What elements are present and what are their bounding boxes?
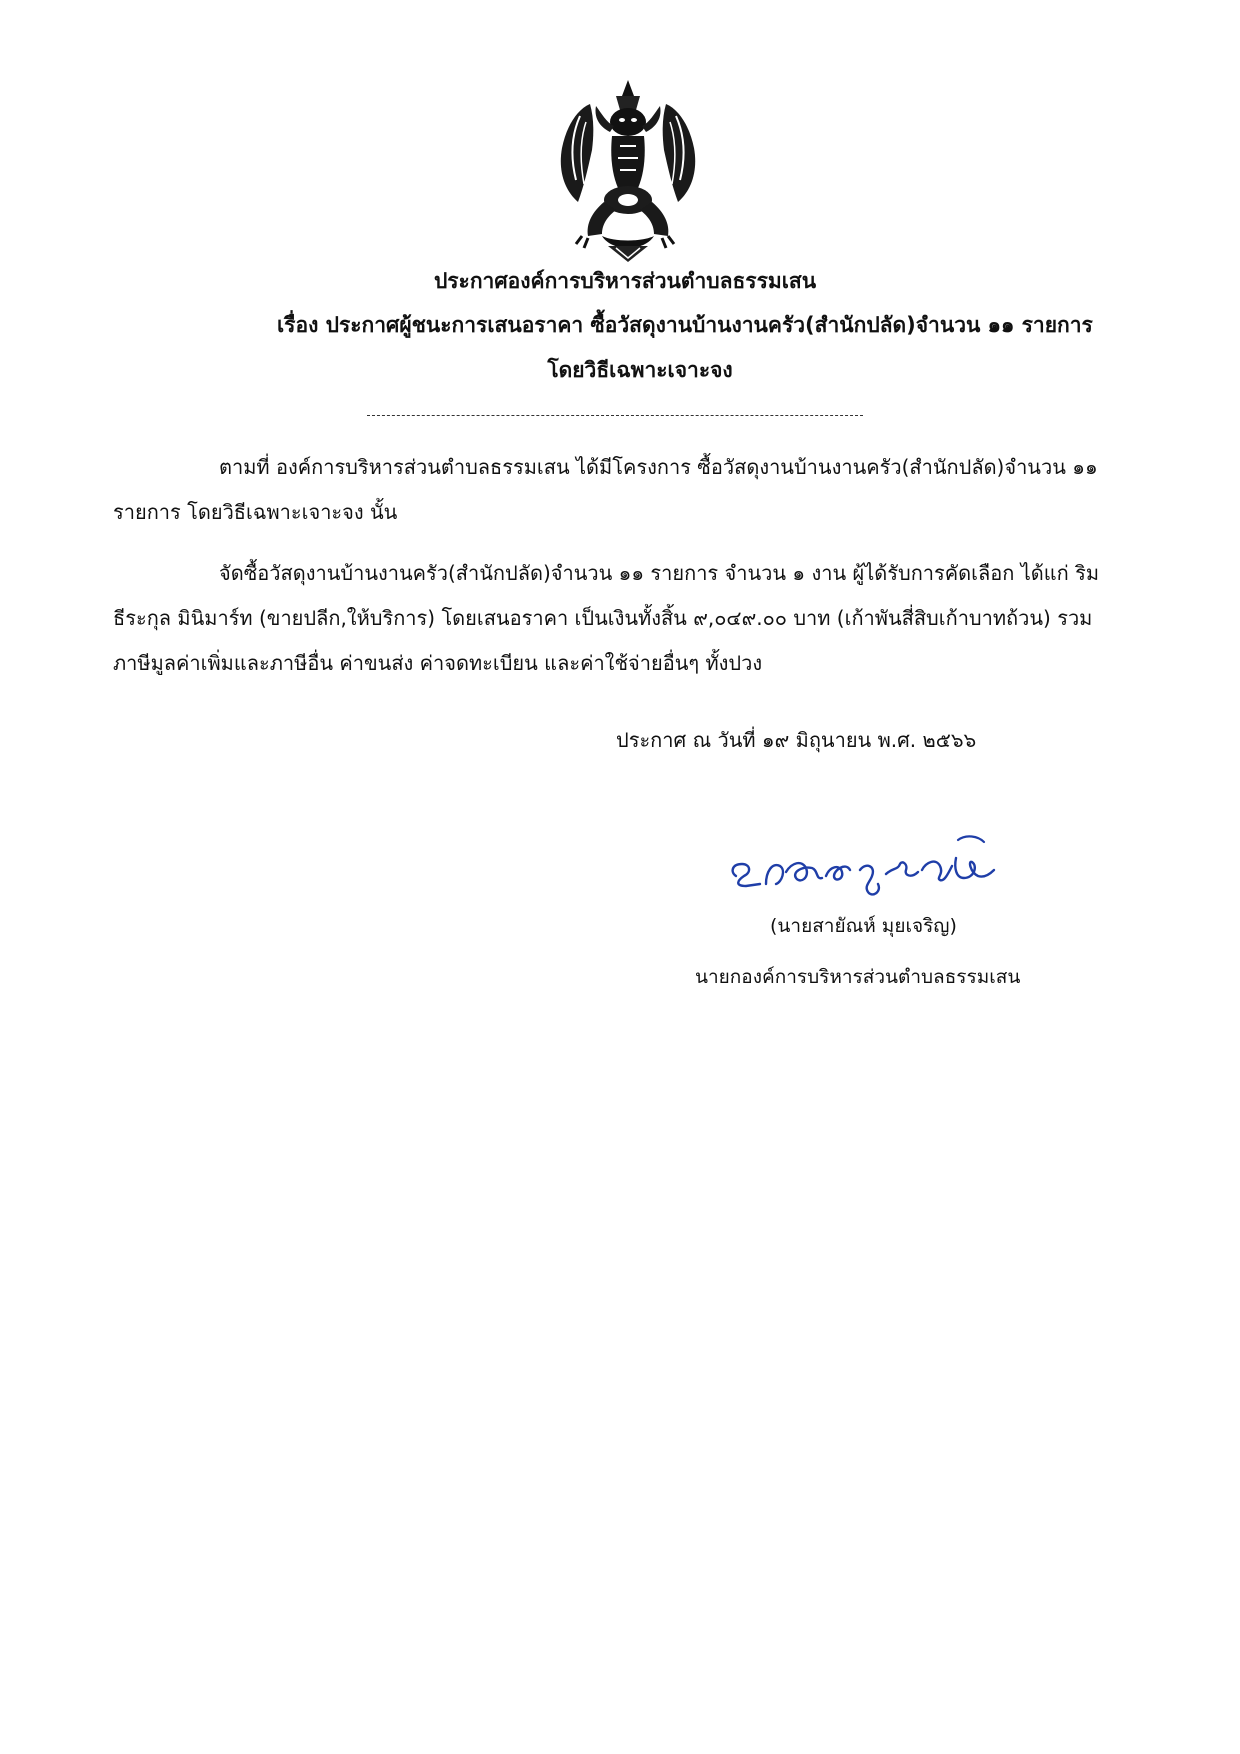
paragraph-2-line-1: จัดซื้อวัสดุงานบ้านงานครัว(สำนักปลัด)จำนวน ๑๑ รายการ จำนวน ๑ งาน ผู้ได้รับการคัดเลือก ได้แก่ ริม (219, 561, 1100, 585)
announce-date: ประกาศ ณ วันที่ ๑๙ มิถุนายน พ.ศ. ๒๕๖๖ (616, 728, 977, 752)
paragraph-1-line-2: รายการ โดยวิธีเฉพาะเจาะจง นั้น (113, 500, 398, 524)
announcement-method: โดยวิธีเฉพาะเจาะจง (547, 358, 733, 382)
divider (367, 415, 863, 416)
paragraph-1-line-1: ตามที่ องค์การบริหารส่วนตำบลธรรมเสน ได้มีโครงการ ซื้อวัสดุงานบ้านงานครัว(สำนักปลัด)จำนวน ๑๑ (219, 455, 1098, 479)
paragraph-2-line-3: ภาษีมูลค่าเพิ่มและภาษีอื่น ค่าขนส่ง ค่าจดทะเบียน และค่าใช้จ่ายอื่นๆ ทั้งปวง (113, 651, 763, 675)
signatory-position: นายกองค์การบริหารส่วนตำบลธรรมเสน (695, 966, 1021, 988)
handwritten-signature (722, 826, 1000, 904)
announcement-subject: เรื่อง ประกาศผู้ชนะการเสนอราคา ซื้อวัสดุงานบ้านงานครัว(สำนักปลัด)จำนวน ๑๑ รายการ (277, 313, 1093, 337)
announcement-title: ประกาศองค์การบริหารส่วนตำบลธรรมเสน (433, 269, 817, 293)
signatory-name: (นายสายัณห์ มุยเจริญ) (770, 915, 957, 937)
garuda-emblem-icon (532, 76, 724, 266)
paragraph-2-line-2: ธีระกุล มินิมาร์ท (ขายปลีก,ให้บริการ) โดยเสนอราคา เป็นเงินทั้งสิ้น ๙,๐๔๙.๐๐ บาท (เก้าพันสี่สิบเก้าบาทถ้วน) รวม (113, 606, 1093, 630)
